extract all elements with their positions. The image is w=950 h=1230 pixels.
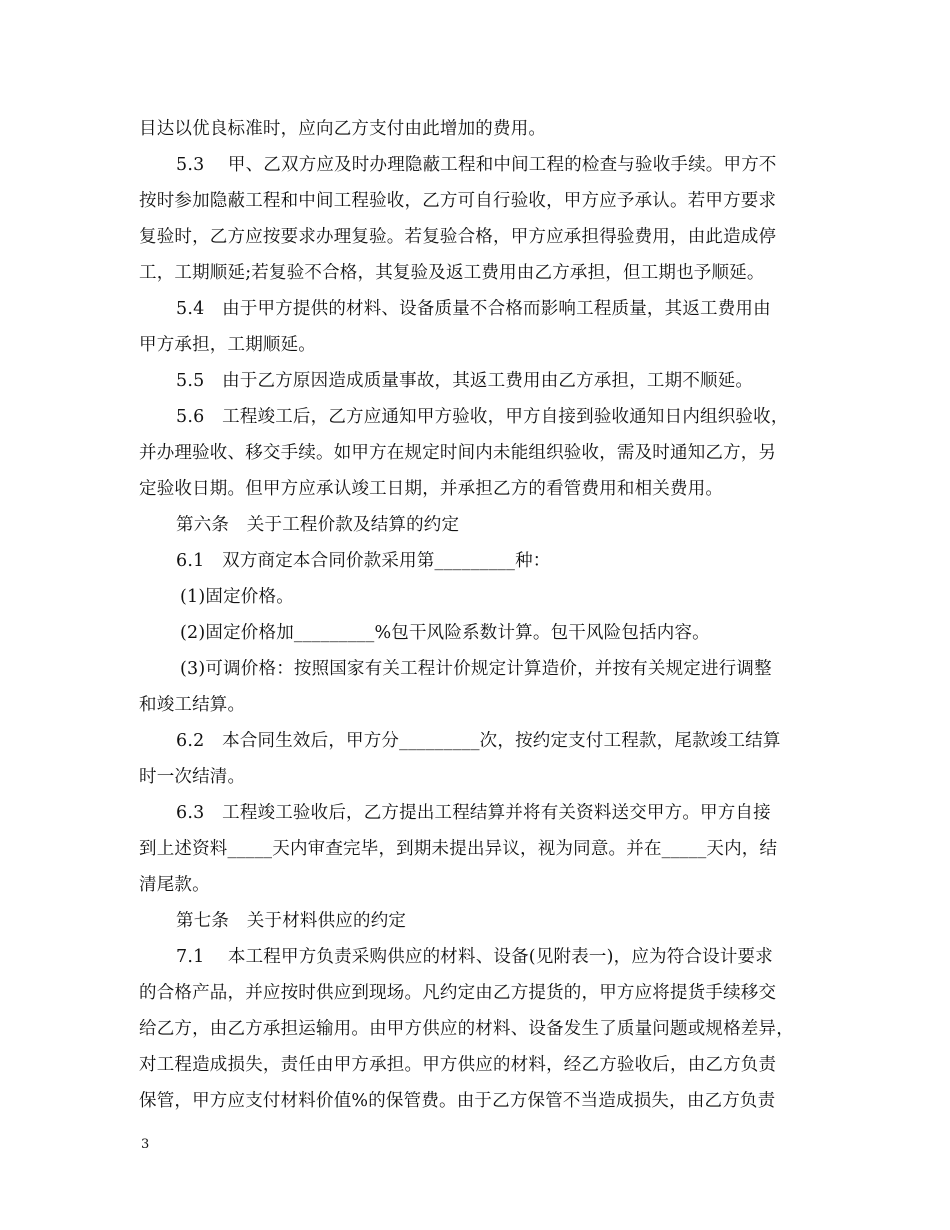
text-line: 定验收日期。但甲方应承认竣工日期，并承担乙方的看管费用和相关费用。	[139, 479, 724, 499]
text-line: 5.6 工程竣工后，乙方应通知甲方验收，甲方自接到验收通知日内组织验收，	[176, 407, 789, 427]
text-line: 6.1 双方商定本合同价款采用第_________种：	[176, 551, 551, 571]
text-line: 和竣工结算。	[139, 695, 246, 715]
text-line: 甲方承担，工期顺延。	[139, 335, 316, 355]
text-line: 复验时，乙方应按要求办理复验。若复验合格，甲方应承担得验费用，由此造成停	[139, 227, 777, 247]
text-line: 6.3 工程竣工验收后，乙方提出工程结算并将有关资料送交甲方。甲方自接	[176, 803, 771, 823]
text-line: 时一次结清。	[139, 767, 246, 787]
text-line: 给乙方，由乙方承担运输用。由甲方供应的材料、设备发生了质量问题或规格差异，	[139, 1019, 794, 1039]
text-line: 到上述资料_____天内审查完毕，到期未提出异议，视为同意。并在_____天内，结	[139, 839, 778, 859]
text-line: 7.1 本工程甲方负责采购供应的材料、设备(见附表一)，应为符合设计要求	[176, 947, 773, 967]
text-line: (2)固定价格加_________%包干风险系数计算。包干风险包括内容。	[180, 623, 710, 643]
text-line: 并办理验收、移交手续。如甲方在规定时间内未能组织验收，需及时通知乙方，另	[139, 443, 777, 463]
text-line: 保管，甲方应支付材料价值%的保管费。由于乙方保管不当造成损失，由乙方负责	[139, 1091, 776, 1111]
page-number: 3	[141, 1137, 150, 1152]
text-line: 5.5 由于乙方原因造成质量事故，其返工费用由乙方承担，工期不顺延。	[176, 371, 754, 391]
text-line: 清尾款。	[139, 875, 210, 895]
text-line: 按时参加隐蔽工程和中间工程验收，乙方可自行验收，甲方应予承认。若甲方要求	[139, 191, 777, 211]
text-line: 6.2 本合同生效后，甲方分_________次，按约定支付工程款，尾款竣工结算	[176, 731, 781, 751]
text-line: 目达以优良标准时，应向乙方支付由此增加的费用。	[139, 119, 547, 139]
text-line: (1)固定价格。	[180, 587, 294, 607]
section-heading: 第七条 关于材料供应的约定	[176, 911, 407, 931]
text-line: 对工程造成损失，责任由甲方承担。甲方供应的材料，经乙方验收后，由乙方负责	[139, 1055, 777, 1075]
text-line: 5.3 甲、乙双方应及时办理隐蔽工程和中间工程的检查与验收手续。甲方不	[176, 155, 777, 175]
text-line: 的合格产品，并应按时供应到现场。凡约定由乙方提货的，甲方应将提货手续移交	[139, 983, 777, 1003]
text-line: 工，工期顺延;若复验不合格，其复验及返工费用由乙方承担，但工期也予顺延。	[139, 263, 765, 283]
text-line: 5.4 由于甲方提供的材料、设备质量不合格而影响工程质量，其返工费用由	[176, 299, 771, 319]
text-line: (3)可调价格：按照国家有关工程计价规定计算造价，并按有关规定进行调整	[180, 659, 772, 679]
section-heading: 第六条 关于工程价款及结算的约定	[176, 515, 460, 535]
